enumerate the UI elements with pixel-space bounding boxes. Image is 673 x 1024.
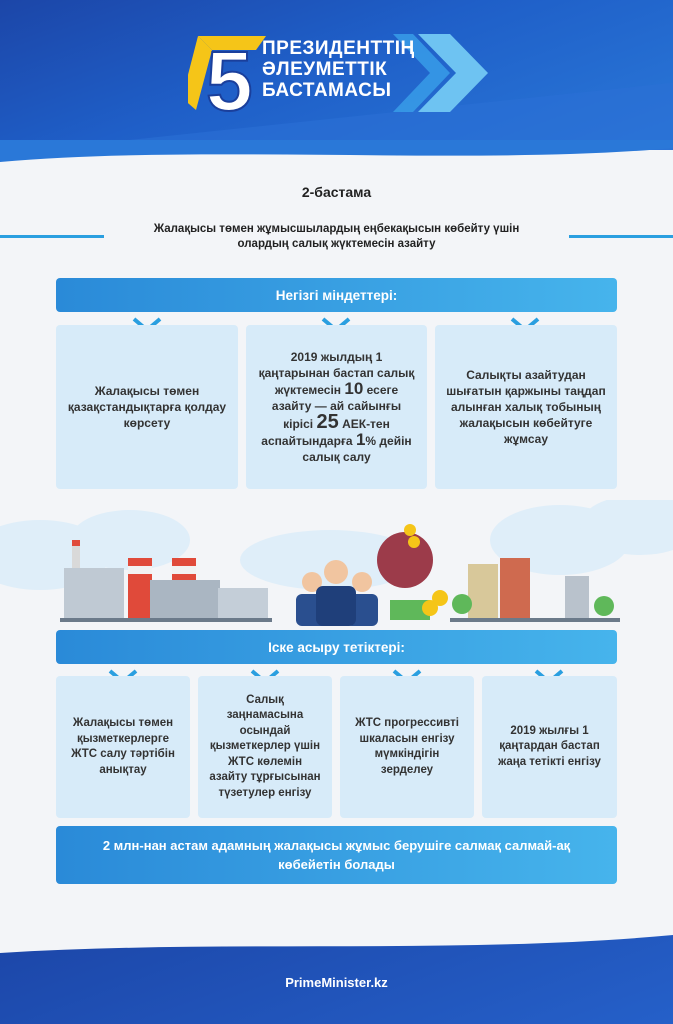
page-title: 2-бастама: [301, 184, 372, 200]
header-wave: [0, 140, 673, 168]
result-text: 2 млн-нан астам адамның жалақысы жұмыс берушіге салмақ салмай-ақ көбейетін болады: [102, 838, 571, 872]
footer-wave: [0, 935, 673, 959]
task-card-1: [56, 325, 238, 489]
subtitle-rule-left: [0, 235, 104, 238]
task-card-2-text: 2019 жылдың 1 қаңтарынан бастап салық жүктемесін 10 есеге азайту — ай сайынғы кірісі 25 АЕК-тен аспайтындарға 1% дейін салық салу: [258, 350, 415, 464]
mechanism-card-3-text: ЖТС прогрессивті шкаласын енгізу мүмкіндігін зерделеу: [355, 717, 459, 776]
logo-line-3: БАСТАМАСЫ: [262, 80, 392, 101]
mechanisms-heading-bar: [56, 630, 617, 664]
money-icon: [377, 524, 448, 620]
footer-url-link[interactable]: PrimeMinister.kz: [285, 975, 388, 990]
task-card-2: [246, 325, 427, 489]
subtitle-rule-right: [569, 235, 673, 238]
mechanism-card-1-text: Жалақысы төмен қызметкерлерге ЖТС салу тәртібін анықтау: [71, 717, 175, 776]
task-card-3-text: Салықты азайтудан шығатын қаржыны таңдап алынған халық тобының жалақысын көбейтуге жұмсау: [446, 368, 606, 446]
logo-line-2: ӘЛЕУМЕТТІК: [262, 59, 388, 80]
header-banner: [0, 0, 673, 150]
page-subtitle: [110, 222, 563, 252]
mechanism-card-4: [482, 676, 617, 818]
result-banner: [56, 826, 617, 884]
tasks-heading-bar: [56, 278, 617, 312]
tasks-heading: Негізгі міндеттері:: [275, 287, 398, 303]
subtitle-line-2: олардың салық жүктемесін азайту: [237, 238, 436, 250]
mechanism-card-1: [56, 676, 190, 818]
mechanism-card-2-text: Салық заңнамасына осындай қызметкерлер үшін ЖТС көлемін азайту тұрғысынан түзетулер енгізу: [209, 693, 321, 799]
mechanism-card-3: [340, 676, 474, 818]
mechanism-card-2: [198, 676, 332, 818]
logo-line-1: ПРЕЗИДЕНТТІҢ: [262, 38, 415, 59]
economy-illustration: [0, 500, 673, 640]
mechanisms-heading: Іске асыру тетіктері:: [268, 639, 405, 655]
mechanism-card-4-text: 2019 жылғы 1 қаңтардан бастап жаңа тетікті енгізу: [498, 724, 601, 768]
subtitle-line-1: Жалақысы төмен жұмысшылардың еңбекақысын көбейту үшін: [153, 223, 520, 235]
logo-number: 5: [206, 34, 253, 118]
task-card-1-text: Жалақысы төмен қазақстандықтарға қолдау көрсету: [67, 384, 227, 430]
logo-title: [262, 38, 415, 101]
task-card-3: [435, 325, 617, 489]
